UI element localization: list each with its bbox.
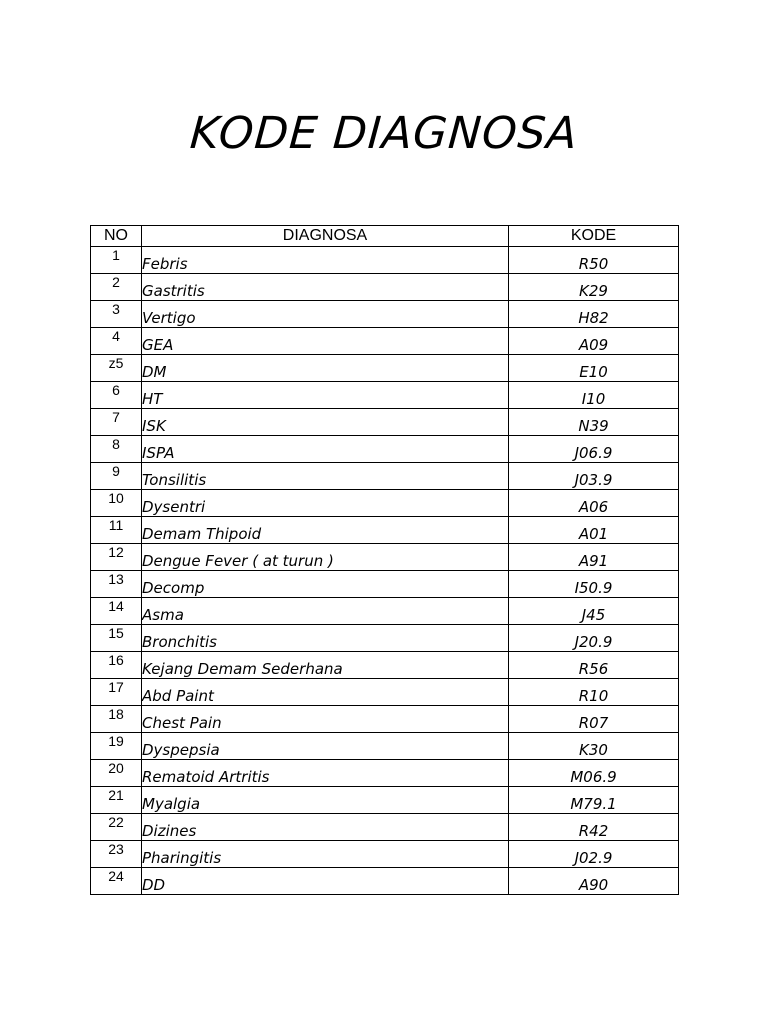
row-number-cell: 3 xyxy=(91,301,142,328)
diagnosis-code-cell: R10 xyxy=(509,679,679,706)
row-number-cell: z5 xyxy=(91,355,142,382)
table-row xyxy=(91,463,679,490)
diagnosis-name-cell: Myalgia xyxy=(142,787,509,814)
table-row xyxy=(91,598,679,625)
diagnosis-name-cell: Rematoid Artritis xyxy=(142,760,509,787)
table-row xyxy=(91,679,679,706)
row-number-cell: 6 xyxy=(91,382,142,409)
row-number-cell: 4 xyxy=(91,328,142,355)
diagnosis-name-cell: GEA xyxy=(142,328,509,355)
diagnosis-name-cell: Abd Paint xyxy=(142,679,509,706)
table-header-row xyxy=(91,226,679,247)
diagnosis-code-cell: R07 xyxy=(509,706,679,733)
diagnosis-code-cell: J03.9 xyxy=(509,463,679,490)
diagnosis-name-cell: Asma xyxy=(142,598,509,625)
diagnosis-name-cell: Dyspepsia xyxy=(142,733,509,760)
row-number-cell: 18 xyxy=(91,706,142,733)
diagnosis-code-cell: K29 xyxy=(509,274,679,301)
diagnosis-code-cell: J20.9 xyxy=(509,625,679,652)
diagnosis-name-cell: Decomp xyxy=(142,571,509,598)
table-row xyxy=(91,544,679,571)
diagnosis-code-cell: R50 xyxy=(509,247,679,274)
table-row xyxy=(91,490,679,517)
diagnosis-code-cell: A90 xyxy=(509,868,679,895)
diagnosis-code-cell: R42 xyxy=(509,814,679,841)
diagnosis-name-cell: Demam Thipoid xyxy=(142,517,509,544)
diagnosis-name-cell: ISK xyxy=(142,409,509,436)
row-number-cell: 19 xyxy=(91,733,142,760)
diagnosis-name-cell: Bronchitis xyxy=(142,625,509,652)
diagnosis-code-cell: I10 xyxy=(509,382,679,409)
column-header-diagnosa: DIAGNOSA xyxy=(142,226,509,247)
row-number-cell: 21 xyxy=(91,787,142,814)
page-title: KODE DIAGNOSA xyxy=(188,108,580,159)
table-row xyxy=(91,571,679,598)
row-number-cell: 7 xyxy=(91,409,142,436)
diagnosis-code-cell: N39 xyxy=(509,409,679,436)
diagnosis-code-cell: R56 xyxy=(509,652,679,679)
table-row xyxy=(91,355,679,382)
row-number-cell: 24 xyxy=(91,868,142,895)
diagnosis-code-cell: A01 xyxy=(509,517,679,544)
table-row xyxy=(91,436,679,463)
diagnosis-code-cell: J06.9 xyxy=(509,436,679,463)
row-number-cell: 13 xyxy=(91,571,142,598)
diagnosis-name-cell: Dengue Fever ( at turun ) xyxy=(142,544,509,571)
table-row xyxy=(91,760,679,787)
row-number-cell: 12 xyxy=(91,544,142,571)
table-row xyxy=(91,247,679,274)
column-header-no: NO xyxy=(91,226,142,247)
column-header-kode: KODE xyxy=(509,226,679,247)
diagnosis-code-cell: E10 xyxy=(509,355,679,382)
row-number-cell: 10 xyxy=(91,490,142,517)
diagnosis-name-cell: Vertigo xyxy=(142,301,509,328)
table-row xyxy=(91,841,679,868)
diagnosis-name-cell: Febris xyxy=(142,247,509,274)
diagnosis-code-cell: M79.1 xyxy=(509,787,679,814)
row-number-cell: 9 xyxy=(91,463,142,490)
row-number-cell: 17 xyxy=(91,679,142,706)
row-number-cell: 22 xyxy=(91,814,142,841)
row-number-cell: 20 xyxy=(91,760,142,787)
row-number-cell: 1 xyxy=(91,247,142,274)
diagnosis-code-cell: I50.9 xyxy=(509,571,679,598)
diagnosis-code-cell: J02.9 xyxy=(509,841,679,868)
table-row xyxy=(91,733,679,760)
row-number-cell: 2 xyxy=(91,274,142,301)
table-row xyxy=(91,868,679,895)
diagnosis-code-cell: J45 xyxy=(509,598,679,625)
table-row xyxy=(91,409,679,436)
table-row xyxy=(91,814,679,841)
table-row xyxy=(91,706,679,733)
diagnosis-name-cell: Dysentri xyxy=(142,490,509,517)
diagnosis-name-cell: Chest Pain xyxy=(142,706,509,733)
table-row xyxy=(91,382,679,409)
table-row xyxy=(91,625,679,652)
row-number-cell: 8 xyxy=(91,436,142,463)
row-number-cell: 16 xyxy=(91,652,142,679)
table-row xyxy=(91,274,679,301)
row-number-cell: 23 xyxy=(91,841,142,868)
diagnosis-name-cell: Gastritis xyxy=(142,274,509,301)
diagnosis-code-cell: K30 xyxy=(509,733,679,760)
row-number-cell: 15 xyxy=(91,625,142,652)
diagnosis-name-cell: DD xyxy=(142,868,509,895)
row-number-cell: 11 xyxy=(91,517,142,544)
diagnosis-code-cell: M06.9 xyxy=(509,760,679,787)
diagnosis-name-cell: HT xyxy=(142,382,509,409)
table-body xyxy=(91,247,679,895)
diagnosis-name-cell: Tonsilitis xyxy=(142,463,509,490)
diagnosis-code-cell: A91 xyxy=(509,544,679,571)
table-row xyxy=(91,652,679,679)
table-row xyxy=(91,301,679,328)
table-row xyxy=(91,787,679,814)
diagnosis-name-cell: Dizines xyxy=(142,814,509,841)
diagnosis-name-cell: Kejang Demam Sederhana xyxy=(142,652,509,679)
diagnosis-code-cell: A06 xyxy=(509,490,679,517)
diagnosis-name-cell: DM xyxy=(142,355,509,382)
table-row xyxy=(91,328,679,355)
row-number-cell: 14 xyxy=(91,598,142,625)
diagnosis-name-cell: ISPA xyxy=(142,436,509,463)
diagnosis-code-cell: A09 xyxy=(509,328,679,355)
table-row xyxy=(91,517,679,544)
diagnosis-code-table xyxy=(90,225,679,895)
diagnosis-name-cell: Pharingitis xyxy=(142,841,509,868)
diagnosis-code-cell: H82 xyxy=(509,301,679,328)
